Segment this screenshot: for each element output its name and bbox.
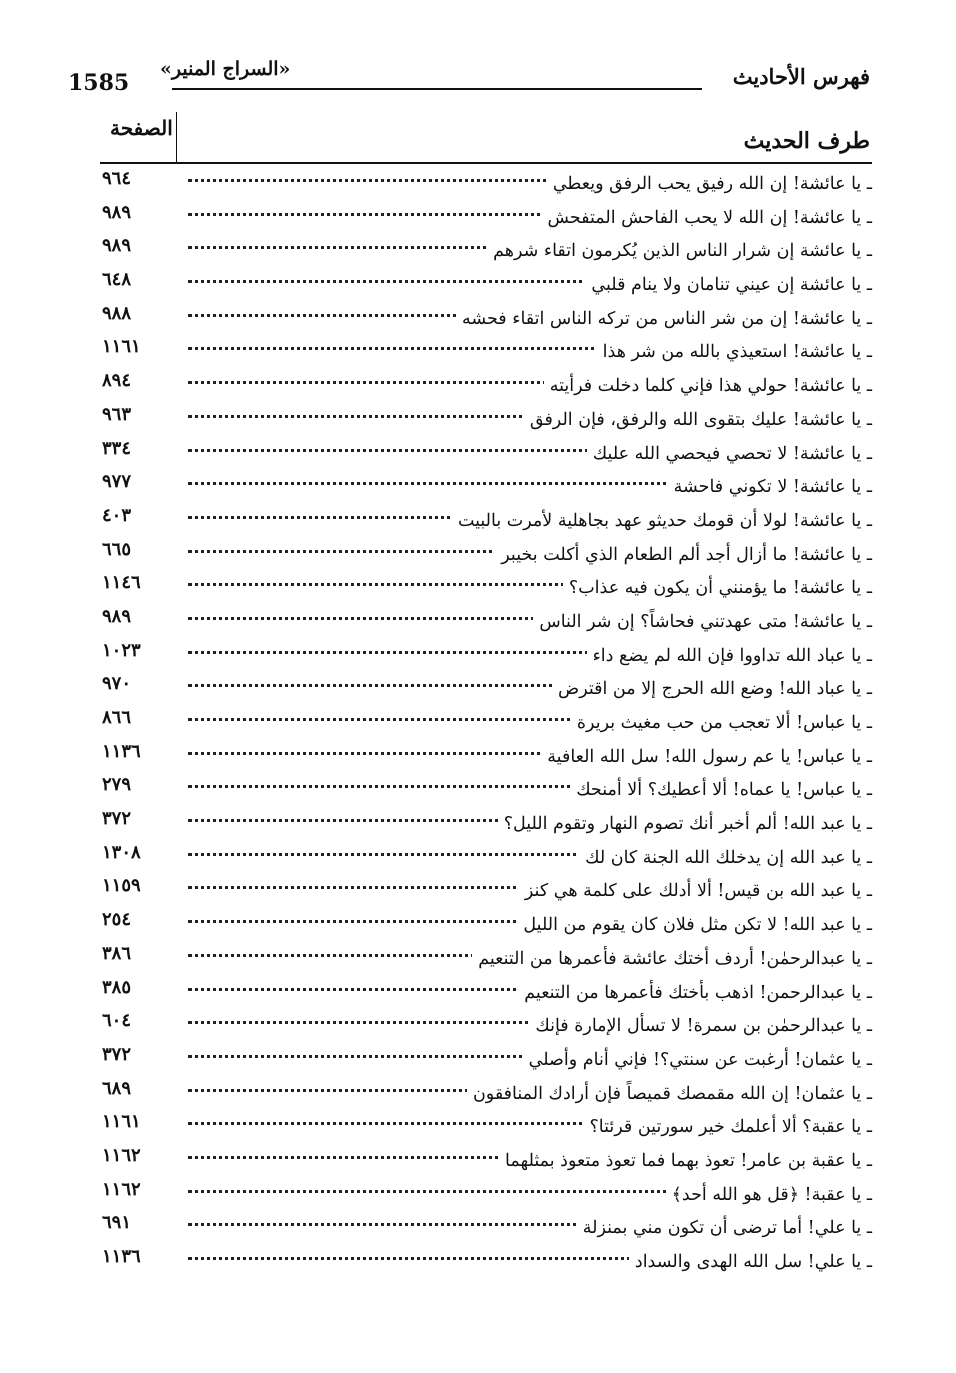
entry-page-number: ٢٧٩: [102, 774, 132, 796]
entry-text: ـ يا عائشة إن شرار الناس الذين يُكرمون اتقاء شرهم: [487, 241, 872, 261]
index-entry: [98, 1177, 872, 1211]
index-entry: [98, 166, 872, 200]
index-entry: [98, 840, 872, 874]
entry-page-number: ١١٦٢: [102, 1144, 141, 1166]
entry-text: ـ يا عباس! ألا تعجب من حب مغيث بريرة: [571, 713, 872, 733]
entry-text: ـ يا عائشة! استعيذي بالله من شر هذا: [597, 342, 872, 362]
index-entry: [98, 233, 872, 267]
column-header-page: الصفحة: [110, 116, 173, 140]
index-entry: [98, 873, 872, 907]
entry-text: ـ يا عقبة؟ ألا أعلمك خير سورتين قرئتا؟: [584, 1117, 873, 1137]
entry-text: ـ يا عائشة! إن من شر الناس من تركه الناس اتقاء فحشه: [456, 309, 872, 329]
entry-page-number: ٣٨٦: [102, 942, 132, 964]
entry-text: ـ يا عباد الله تداووا فإن الله لم يضع داء: [587, 646, 872, 666]
index-entry: [98, 334, 872, 368]
entry-text: ـ يا عائشة! إن الله لا يحب الفاحش المتفحش: [542, 208, 872, 228]
entry-page-number: ٩٨٩: [102, 235, 132, 257]
entry-page-number: ٩٧٧: [102, 471, 132, 493]
entry-text: ـ يا عبدالرحمٰن بن سمرة! لا تسأل الإمارة فإنك: [529, 1016, 872, 1036]
entry-text: ـ يا عائشة! حولي هذا فإني كلما دخلت فرأيته: [544, 376, 872, 396]
entry-page-number: ١٣٠٨: [102, 841, 141, 863]
entry-text: ـ يا علي! سل الله الهدى والسداد: [629, 1252, 872, 1272]
entry-text: ـ يا عائشة! ما أزال أجد ألم الطعام الذي أكلت بخيبر: [495, 545, 872, 565]
entry-text: ـ يا عائشة! عليك بتقوى الله والرفق، فإن الرفق: [524, 410, 872, 430]
column-divider: [176, 112, 177, 162]
index-entry: [98, 671, 872, 705]
entry-text: ـ يا عثمان! أرغبت عن سنتي؟! فإني أنام وأصلي: [523, 1050, 872, 1070]
index-entry: [98, 1008, 872, 1042]
entry-text: ـ يا عائشة! لولا أن قومك حديثو عهد بجاهلية لأمرت بالبيت: [452, 511, 872, 531]
entry-text: ـ يا عبد الله بن قيس! ألا أدلك على كلمة هي كنز: [519, 881, 872, 901]
entry-text: ـ يا عباد الله! وضع الله الحرج إلا من اقترض: [552, 679, 872, 699]
entry-page-number: ٦٠٤: [102, 1010, 132, 1032]
entry-page-number: ٣٨٥: [102, 976, 132, 998]
column-header-rule: [100, 162, 872, 164]
index-entry: [98, 638, 872, 672]
entry-page-number: ٣٣٤: [102, 437, 132, 459]
index-entry: [98, 975, 872, 1009]
column-header-text: طرف الحديث: [743, 128, 870, 154]
hadith-index-list: [98, 166, 872, 1278]
entry-page-number: ١٠٢٣: [102, 639, 141, 661]
entry-page-number: ٤٠٣: [102, 504, 132, 526]
entry-page-number: ٩٨٩: [102, 201, 132, 223]
index-entry: [98, 368, 872, 402]
entry-page-number: ٩٨٨: [102, 302, 132, 324]
entry-text: ـ يا عائشة! لا تكوني فاحشة: [668, 477, 872, 497]
entry-page-number: ٦٦٥: [102, 538, 132, 560]
index-entry: [98, 772, 872, 806]
index-entry: [98, 503, 872, 537]
entry-page-number: ٢٥٤: [102, 909, 132, 931]
index-entry: [98, 267, 872, 301]
entry-page-number: ١١٦١: [102, 1111, 141, 1133]
index-entry: [98, 604, 872, 638]
entry-page-number: ٨٩٤: [102, 370, 132, 392]
entry-text: ـ يا عبد الله إن يدخلك الله الجنة كان لك: [579, 848, 872, 868]
entry-text: ـ يا عقبة! ﴿قل هو الله أحد﴾: [666, 1185, 872, 1205]
index-entry: [98, 436, 872, 470]
index-entry: [98, 1109, 872, 1143]
index-entry: [98, 537, 872, 571]
index-entry: [98, 1042, 872, 1076]
running-header: [68, 58, 870, 98]
entry-text: ـ يا عباس! يا عماه! ألا أعطيك؟ ألا أمنحك: [570, 780, 872, 800]
entry-page-number: ١١٤٦: [102, 572, 141, 594]
header-rule: [172, 88, 702, 90]
index-entry: [98, 705, 872, 739]
entry-page-number: ١١٣٦: [102, 1246, 141, 1267]
entry-text: ـ يا عائشة إن عيني تنامان ولا ينام قلبي: [585, 275, 872, 295]
index-entry: [98, 739, 872, 773]
index-entry: [98, 1143, 872, 1177]
index-entry: [98, 301, 872, 335]
book-title: «السراج المنير»: [160, 58, 291, 80]
index-entry: [98, 1210, 872, 1244]
entry-text: ـ يا علي! أما ترضى أن تكون مني بمنزلة: [577, 1218, 872, 1238]
entry-text: ـ يا عباس! يا عم رسول الله! سل الله العافية: [541, 747, 872, 767]
entry-page-number: ٩٦٤: [102, 168, 132, 189]
index-entry: [98, 907, 872, 941]
entry-text: ـ يا عائشة! إن الله رفيق يحب الرفق ويعطي: [547, 174, 872, 194]
index-entry: [98, 806, 872, 840]
entry-text: ـ يا عائشة! لا تحصي فيحصي الله عليك: [587, 444, 872, 464]
entry-text: ـ يا عبد الله! لا تكن مثل فلان كان يقوم من الليل: [517, 915, 872, 935]
entry-text: ـ يا عبد الله! ألم أخبر أنك تصوم النهار وتقوم الليل؟: [498, 814, 872, 834]
entry-text: ـ يا عبدالرحمن! اذهب بأختك فأعمرها من التنعيم: [518, 983, 872, 1003]
entry-text: ـ يا عائشة! ما يؤمنني أن يكون فيه عذاب؟: [563, 578, 872, 598]
index-entry: [98, 1244, 872, 1278]
entry-text: ـ يا عبدالرحمٰن! أردف أختك عائشة فأعمرها من التنعيم: [472, 949, 872, 969]
index-entry: [98, 570, 872, 604]
entry-page-number: ١١٥٩: [102, 875, 141, 897]
entry-page-number: ٨٦٦: [102, 707, 132, 728]
entry-page-number: ٣٧٢: [102, 808, 132, 830]
index-entry: [98, 469, 872, 503]
entry-text: ـ يا عقبة بن عامر! تعوذ بهما فما تعوذ متعوذ بمثلهما: [499, 1151, 872, 1171]
entry-page-number: ١١٣٦: [102, 740, 141, 762]
entry-page-number: ٣٧٢: [102, 1043, 132, 1065]
entry-text: ـ يا عائشة! متى عهدتني فحاشاً؟ إن شر الناس: [533, 612, 872, 632]
entry-page-number: ٦٩١: [102, 1212, 132, 1234]
entry-page-number: ٩٧٠: [102, 673, 132, 695]
entry-page-number: ٩٨٩: [102, 605, 132, 627]
entry-text: ـ يا عثمان! إن الله مقمصك قميصاً فإن أرادك المنافقون: [467, 1084, 872, 1104]
entry-page-number: ١١٦١: [102, 336, 141, 358]
index-entry: [98, 200, 872, 234]
index-entry: [98, 941, 872, 975]
entry-page-number: ٩٦٣: [102, 403, 132, 425]
entry-page-number: ٦٨٩: [102, 1077, 132, 1099]
index-entry: [98, 402, 872, 436]
entry-page-number: ٦٤٨: [102, 269, 132, 291]
entry-page-number: ١١٦٢: [102, 1178, 141, 1200]
index-entry: [98, 1076, 872, 1110]
section-title: فهرس الأحاديث: [732, 64, 870, 89]
page-number: 1585: [68, 70, 130, 96]
